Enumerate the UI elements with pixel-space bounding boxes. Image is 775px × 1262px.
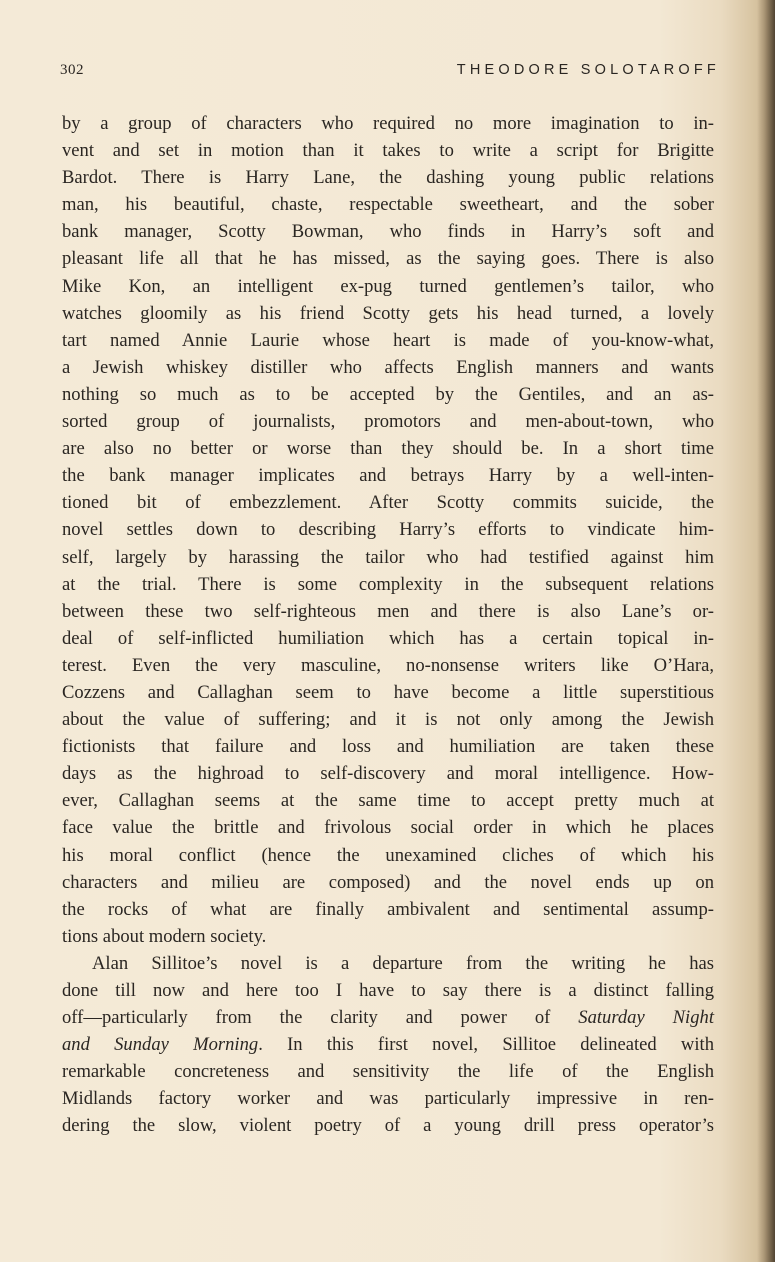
- text-line: at the trial. There is some complexity in the subsequent relations: [62, 573, 714, 595]
- text-line: are also no better or worse than they should be. In a short time: [62, 438, 714, 460]
- text-line: ever, Callaghan seems at the same time to accept pretty much at: [62, 790, 714, 812]
- text-line: remarkable concreteness and sensitivity the life of the English: [62, 1061, 714, 1083]
- text-line: between these two self-righteous men and there is also Lane’s or-: [62, 600, 714, 622]
- text-line: self, largely by harassing the tailor who had testified against him: [62, 546, 714, 568]
- text-line: [62, 1031, 714, 1058]
- text-line: watches gloomily as his friend Scotty gets his head turned, a lovely: [62, 302, 714, 324]
- text-line: nothing so much as to be accepted by the Gentiles, and an as-: [62, 383, 714, 405]
- paragraph-first-line: Alan Sillitoe’s novel is a departure from the writing he has: [92, 952, 714, 974]
- text-line: tions about modern society.: [62, 925, 267, 947]
- page-number: 302: [60, 62, 84, 78]
- text-line: Midlands factory worker and was particularly impressive in ren-: [62, 1088, 714, 1110]
- text-line: about the value of suffering; and it is not only among the Jewish: [62, 709, 714, 731]
- text-line: dering the slow, violent poetry of a young drill press operator’s: [62, 1115, 714, 1137]
- book-title-italic: Saturday Night: [578, 1007, 714, 1029]
- text-line: the bank manager implicates and betrays Harry by a well-inten-: [62, 465, 714, 487]
- book-title-italic: and Sunday Morning: [62, 1034, 259, 1056]
- text-line: deal of self-inflicted humiliation which has a certain topical in-: [62, 627, 714, 649]
- text-line: sorted group of journalists, promotors and men-about-town, who: [62, 411, 714, 433]
- running-head: [60, 62, 720, 88]
- text-line: done till now and here too I have to say there is a distinct falling: [62, 980, 714, 1001]
- text-line: vent and set in motion than it takes to write a script for Brigitte: [62, 140, 714, 162]
- text-line: bank manager, Scotty Bowman, who finds in Harry’s soft and: [62, 221, 714, 243]
- text-line: the rocks of what are finally ambivalent and sentimental assump-: [62, 898, 714, 920]
- text-line: man, his beautiful, chaste, respectable sweetheart, and the sober: [62, 194, 714, 216]
- page-binding-shadow: [757, 0, 775, 1262]
- text-line: tart named Annie Laurie whose heart is made of you-know-what,: [62, 329, 714, 351]
- text-line: characters and milieu are composed) and the novel ends up on: [62, 871, 714, 893]
- text-line: days as the highroad to self-discovery and moral intelligence. How-: [62, 763, 714, 785]
- text-line: [62, 1004, 714, 1031]
- body-text: [62, 110, 714, 1140]
- text-line: Mike Kon, an intelligent ex-pug turned gentlemen’s tailor, who: [62, 275, 714, 297]
- text-fragment: . In this first novel, Sillitoe delineated with: [258, 1034, 714, 1056]
- text-line: fictionists that failure and loss and humiliation are taken these: [62, 736, 714, 758]
- text-line: novel settles down to describing Harry’s efforts to vindicate him-: [62, 519, 714, 541]
- text-line: pleasant life all that he has missed, as the saying goes. There is also: [62, 248, 714, 270]
- text-line: tioned bit of embezzlement. After Scotty commits suicide, the: [62, 492, 714, 514]
- text-line: Bardot. There is Harry Lane, the dashing young public relations: [62, 167, 714, 189]
- text-line: face value the brittle and frivolous social order in which he places: [62, 817, 714, 839]
- text-fragment: off—particularly from the clarity and power of: [62, 1007, 551, 1029]
- text-line: Cozzens and Callaghan seem to have become a little superstitious: [62, 681, 714, 703]
- text-line: his moral conflict (hence the unexamined cliches of which his: [62, 844, 714, 866]
- text-line: terest. Even the very masculine, no-nonsense writers like O’Hara,: [62, 654, 714, 676]
- running-head-author: THEODORE SOLOTAROFF: [456, 62, 720, 78]
- text-line: by a group of characters who required no more imagination to in-: [62, 113, 714, 134]
- text-line: a Jewish whiskey distiller who affects English manners and wants: [62, 356, 714, 378]
